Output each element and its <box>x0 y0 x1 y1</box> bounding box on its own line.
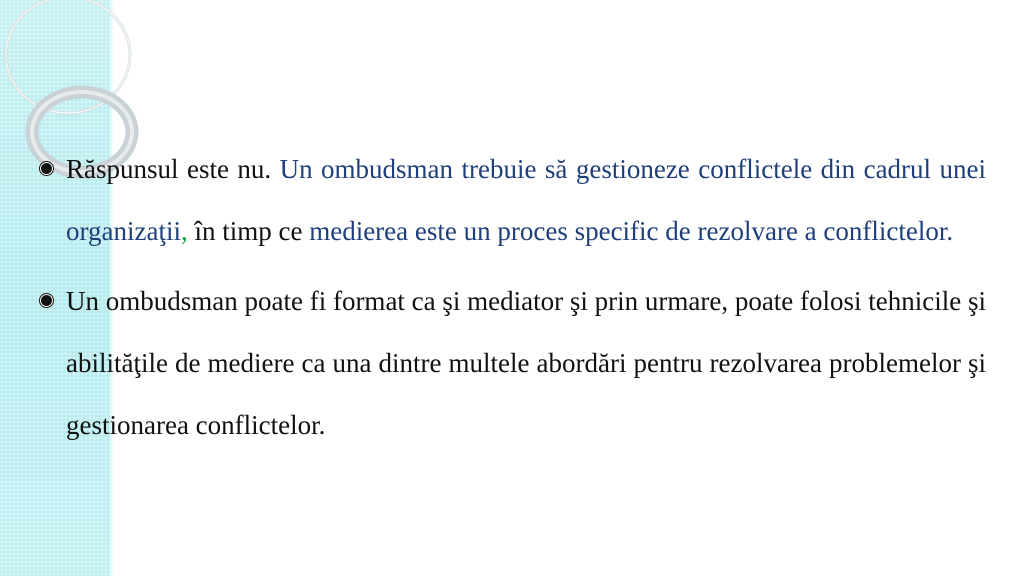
bullet-1-text-2: Un ombudsman trebuie să gestioneze conflictele din cadrul unei organizaţii <box>66 154 986 246</box>
bullet-list <box>40 138 986 456</box>
bullet-item-1 <box>40 138 986 262</box>
bullet-2-text-1: Un ombudsman poate fi format ca şi mediator şi prin urmare, poate folosi tehnicile şi abilităţile de mediere ca una dintre multele abordări pentru rezolvarea problemelor şi gestionarea conflictelor. <box>66 286 987 440</box>
bullet-dot-icon <box>40 162 53 175</box>
bullet-1-text-1: Răspunsul este nu. <box>66 154 280 184</box>
bullet-1-text-3: , <box>180 216 195 246</box>
bullet-dot-icon <box>40 294 53 307</box>
bullet-item-2 <box>40 270 986 456</box>
bullet-1-text-4: în timp ce <box>194 216 310 246</box>
bullet-1-text-5: medierea este un proces specific de rezolvare a conflictelor. <box>309 216 954 246</box>
